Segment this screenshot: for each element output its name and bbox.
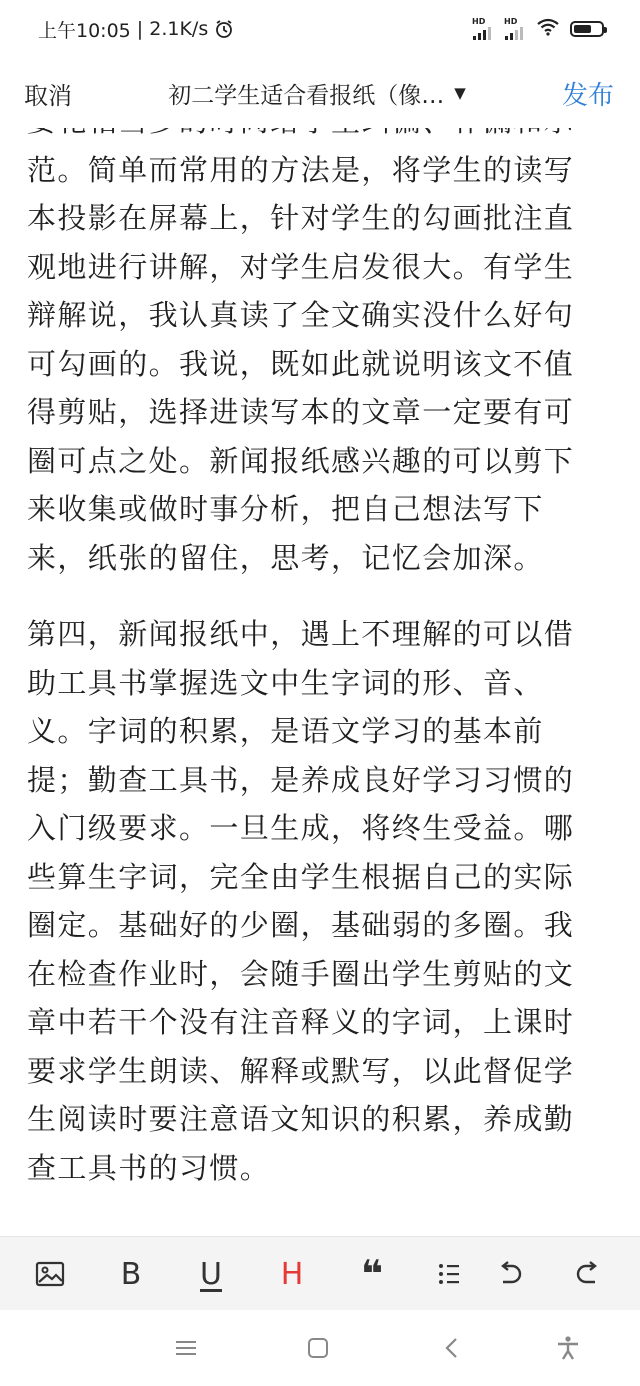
underline-icon[interactable]: U bbox=[200, 1256, 222, 1292]
paragraph-line: 得剪贴，选择进读写本的文章一定要有可 bbox=[27, 395, 575, 429]
list-icon[interactable] bbox=[422, 1237, 476, 1311]
battery-icon bbox=[570, 21, 604, 37]
bold-icon[interactable]: B bbox=[120, 1256, 142, 1292]
net-speed: 2.1K/s bbox=[149, 18, 209, 40]
signal-icon: HD bbox=[504, 18, 526, 40]
paragraph-line: 查工具书的习惯。 bbox=[27, 1150, 271, 1185]
status-separator: | bbox=[130, 18, 150, 40]
paragraph-line: 义。字词的积累，是语文学习的基本前 bbox=[27, 714, 544, 748]
back-icon[interactable] bbox=[432, 1328, 472, 1368]
paragraph-line: 章中若干个没有注音释义的字词，上课时 bbox=[27, 1005, 575, 1039]
paragraph-line: 可勾画的。我说，既如此就说明该文不值 bbox=[27, 346, 575, 381]
paragraph-line: 圈定。基础好的少圈，基础弱的多圈。我 bbox=[27, 908, 575, 942]
publish-button[interactable]: 发布 bbox=[561, 80, 614, 111]
status-left bbox=[38, 16, 234, 43]
article-paragraph bbox=[27, 97, 627, 582]
title-dropdown[interactable] bbox=[168, 77, 466, 110]
image-icon[interactable] bbox=[23, 1237, 77, 1311]
article-editor[interactable] bbox=[0, 128, 640, 1236]
paragraph-line: 提；勤查工具书，是养成良好学习习惯的 bbox=[27, 762, 575, 797]
paragraph-line: 在检查作业时，会随手圈出学生剪贴的文 bbox=[27, 956, 575, 991]
menu-icon[interactable] bbox=[166, 1328, 206, 1368]
paragraph-line: 来收集或做时事分析，把自己想法写下 bbox=[27, 492, 544, 526]
article-paragraph bbox=[27, 610, 627, 1192]
status-right bbox=[472, 18, 604, 40]
paragraph-line: 要求学生朗读、解释或默写，以此督促学 bbox=[27, 1053, 575, 1088]
heading-icon[interactable]: H bbox=[280, 1256, 304, 1292]
paragraph-line: 圈可点之处。新闻报纸感兴趣的可以剪下 bbox=[27, 443, 575, 478]
dropdown-caret-icon: ▼ bbox=[454, 84, 466, 102]
paragraph-line: 生阅读时要注意语文知识的积累，养成勤 bbox=[27, 1102, 575, 1136]
paragraph-line: 助工具书掌握选文中生字词的形、音、 bbox=[27, 665, 544, 700]
article-body bbox=[27, 97, 627, 1192]
wifi-icon bbox=[536, 18, 560, 40]
quote-icon[interactable]: ❝ bbox=[360, 1252, 384, 1296]
cancel-button[interactable]: 取消 bbox=[24, 81, 72, 110]
editor-header bbox=[0, 58, 640, 128]
signal-icon: HD bbox=[472, 18, 494, 40]
paragraph-line: 辩解说，我认真读了全文确实没什么好句 bbox=[27, 298, 575, 332]
paragraph-line: 些算生字词，完全由学生根据自己的实际 bbox=[27, 859, 575, 894]
paragraph-line: 观地进行讲解，对学生启发很大。有学生 bbox=[27, 249, 575, 284]
paragraph-line: 范。简单而常用的方法是，将学生的读写 bbox=[27, 152, 575, 187]
home-icon[interactable] bbox=[298, 1328, 338, 1368]
alarm-icon bbox=[214, 19, 234, 39]
paragraph-line: 第四，新闻报纸中，遇上不理解的可以借 bbox=[27, 617, 575, 651]
undo-icon[interactable] bbox=[482, 1237, 536, 1311]
redo-icon[interactable] bbox=[562, 1237, 616, 1311]
status-time: 上午10:05 bbox=[38, 19, 131, 42]
paragraph-line: 本投影在屏幕上，针对学生的勾画批注直 bbox=[27, 201, 575, 235]
status-bar bbox=[0, 0, 640, 58]
accessibility-icon[interactable] bbox=[548, 1328, 588, 1368]
system-nav-bar bbox=[0, 1310, 640, 1386]
paragraph-line: 入门级要求。一旦生成，将终生受益。哪 bbox=[27, 811, 575, 845]
paragraph-line: 来，纸张的留住，思考，记忆会加深。 bbox=[27, 540, 544, 575]
document-title: 初二学生适合看报纸（像… bbox=[168, 82, 445, 109]
format-toolbar bbox=[0, 1236, 640, 1311]
